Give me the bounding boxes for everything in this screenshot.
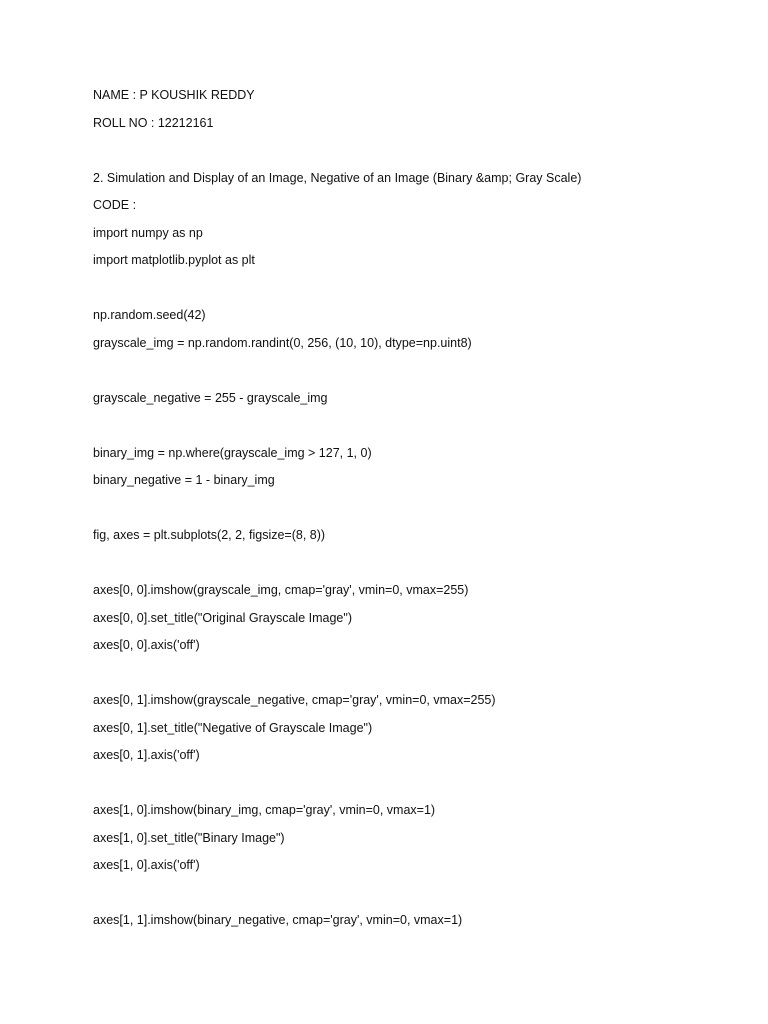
blank-line <box>93 501 733 516</box>
blank-line <box>93 281 733 296</box>
code-line: fig, axes = plt.subplots(2, 2, figsize=(8, 8)) <box>93 528 326 542</box>
code-line: axes[0, 0].imshow(grayscale_img, cmap='gray', vmin=0, vmax=255) <box>93 583 469 597</box>
code-line: axes[0, 1].imshow(grayscale_negative, cmap='gray', vmin=0, vmax=255) <box>93 693 496 707</box>
code-line: grayscale_negative = 255 - grayscale_img <box>93 390 328 405</box>
code-line: grayscale_img = np.random.randint(0, 256, (10, 10), dtype=np.uint8) <box>93 335 472 350</box>
code-label: CODE : <box>93 198 137 212</box>
code-line: axes[0, 0].axis('off') <box>93 638 200 652</box>
code-line: axes[0, 1].set_title("Negative of Grayscale Image") <box>93 720 373 735</box>
blank-line <box>93 886 733 901</box>
blank-line <box>93 143 733 158</box>
code-line: axes[1, 1].imshow(binary_negative, cmap='gray', vmin=0, vmax=1) <box>93 913 463 927</box>
code-line: axes[1, 0].imshow(binary_img, cmap='gray', vmin=0, vmax=1) <box>93 803 436 817</box>
code-line: import numpy as np <box>93 225 203 240</box>
code-line: binary_img = np.where(grayscale_img > 127, 1, 0) <box>93 445 372 460</box>
blank-line <box>93 418 733 433</box>
blank-line <box>93 363 733 378</box>
code-line: axes[1, 0].axis('off') <box>93 858 200 872</box>
document-page <box>93 88 733 941</box>
blank-line <box>93 666 733 681</box>
blank-line <box>93 776 733 791</box>
code-line: np.random.seed(42) <box>93 308 206 322</box>
student-name: NAME : P KOUSHIK REDDY <box>93 88 255 102</box>
code-line: axes[1, 0].set_title("Binary Image") <box>93 830 285 845</box>
roll-number: ROLL NO : 12212161 <box>93 115 214 130</box>
code-line: axes[0, 0].set_title("Original Grayscale Image") <box>93 610 352 625</box>
task-title: 2. Simulation and Display of an Image, Negative of an Image (Binary &amp; Gray Scale) <box>93 170 582 185</box>
code-line: axes[0, 1].axis('off') <box>93 748 200 762</box>
code-line: binary_negative = 1 - binary_img <box>93 473 275 487</box>
code-line: import matplotlib.pyplot as plt <box>93 253 255 267</box>
blank-line <box>93 556 733 571</box>
